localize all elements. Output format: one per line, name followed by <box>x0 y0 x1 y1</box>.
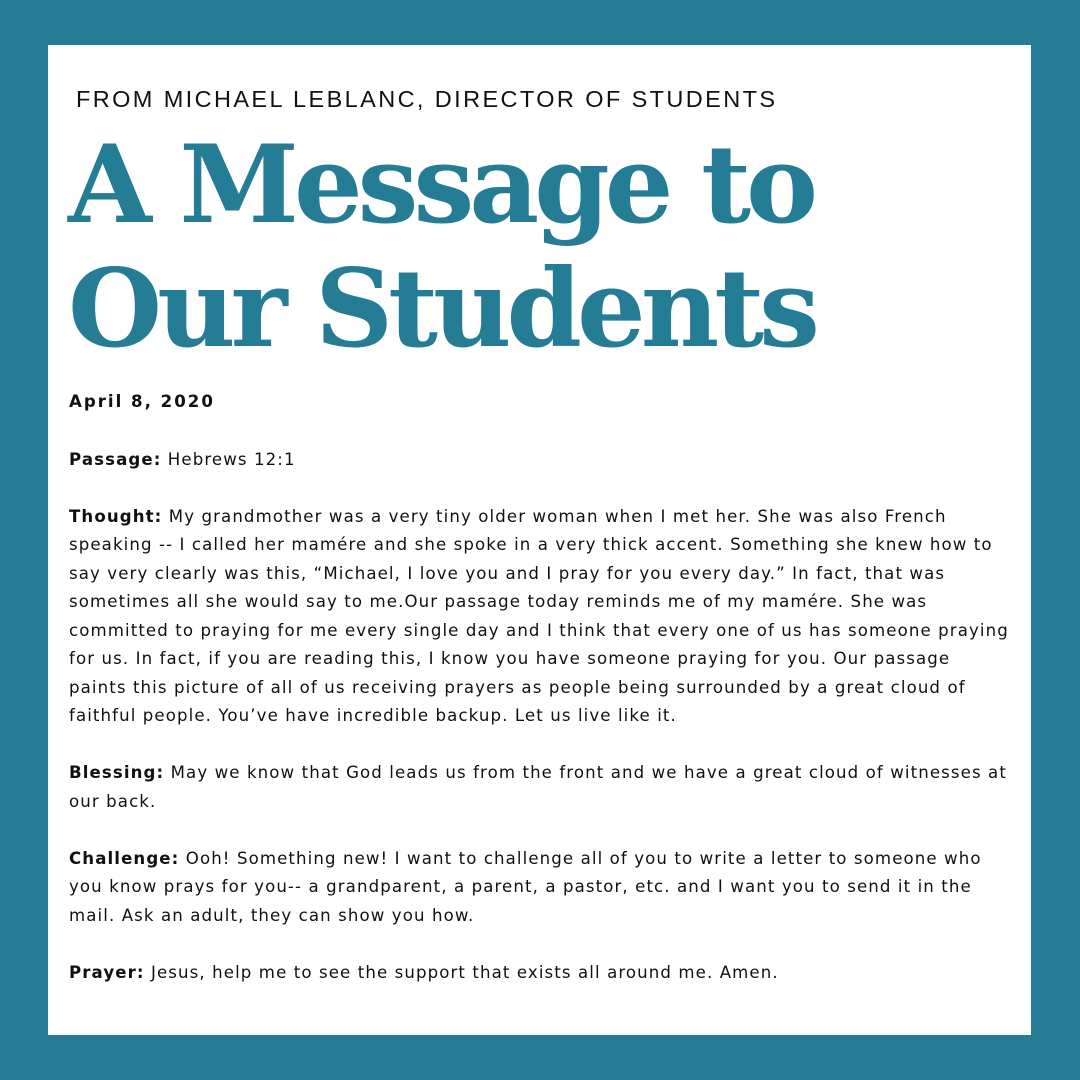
prayer-label: Prayer: <box>69 962 145 982</box>
page-title <box>68 123 815 371</box>
message-body <box>69 388 1014 987</box>
prayer-section <box>69 959 1014 988</box>
thought-text: My grandmother was a very tiny older woman when I met her. She was also French speaking -- I called her mamére and she spoke in a very thick accent. Something she knew how to say very clearly was this, “Michael, I love you and I pray for you every day.” In fact, that was sometimes all she would say to me.Our passage today reminds me of my mamére. She was committed to praying for me every single day and I think that every one of us has someone praying for us. In fact, if you are reading this, I know you have someone praying for you. Our passage paints this picture of all of us receiving prayers as people being surrounded by a great cloud of faithful people. You’ve have incredible backup. Let us live like it. <box>69 506 1009 725</box>
passage-section <box>69 446 1014 475</box>
prayer-text: Jesus, help me to see the support that exists all around me. Amen. <box>144 962 779 982</box>
blessing-label: Blessing: <box>69 763 165 782</box>
message-card <box>48 45 1031 1035</box>
blessing-section <box>69 759 1014 816</box>
passage-text: Hebrews 12:1 <box>161 449 296 469</box>
blessing-text: May we know that God leads us from the front and we have a great cloud of witnesses at our back. <box>69 763 1007 811</box>
challenge-text: Ooh! Something new! I want to challenge all of you to write a letter to someone who you know prays for you-- a grandparent, a parent, a pastor, etc. and I want you to send it in the mail. Ask an adult, they can show you how. <box>69 848 982 925</box>
title-line-2: Our Students <box>68 246 815 372</box>
thought-section <box>69 503 1014 731</box>
title-line-1: A Message to <box>68 122 813 248</box>
challenge-label: Challenge: <box>69 848 180 868</box>
author-byline: FROM MICHAEL LEBLANC, DIRECTOR OF STUDENTS <box>76 86 778 112</box>
passage-label: Passage: <box>69 449 162 469</box>
thought-label: Thought: <box>69 506 163 526</box>
message-date: April 8, 2020 <box>69 392 215 411</box>
challenge-section <box>69 845 1014 931</box>
